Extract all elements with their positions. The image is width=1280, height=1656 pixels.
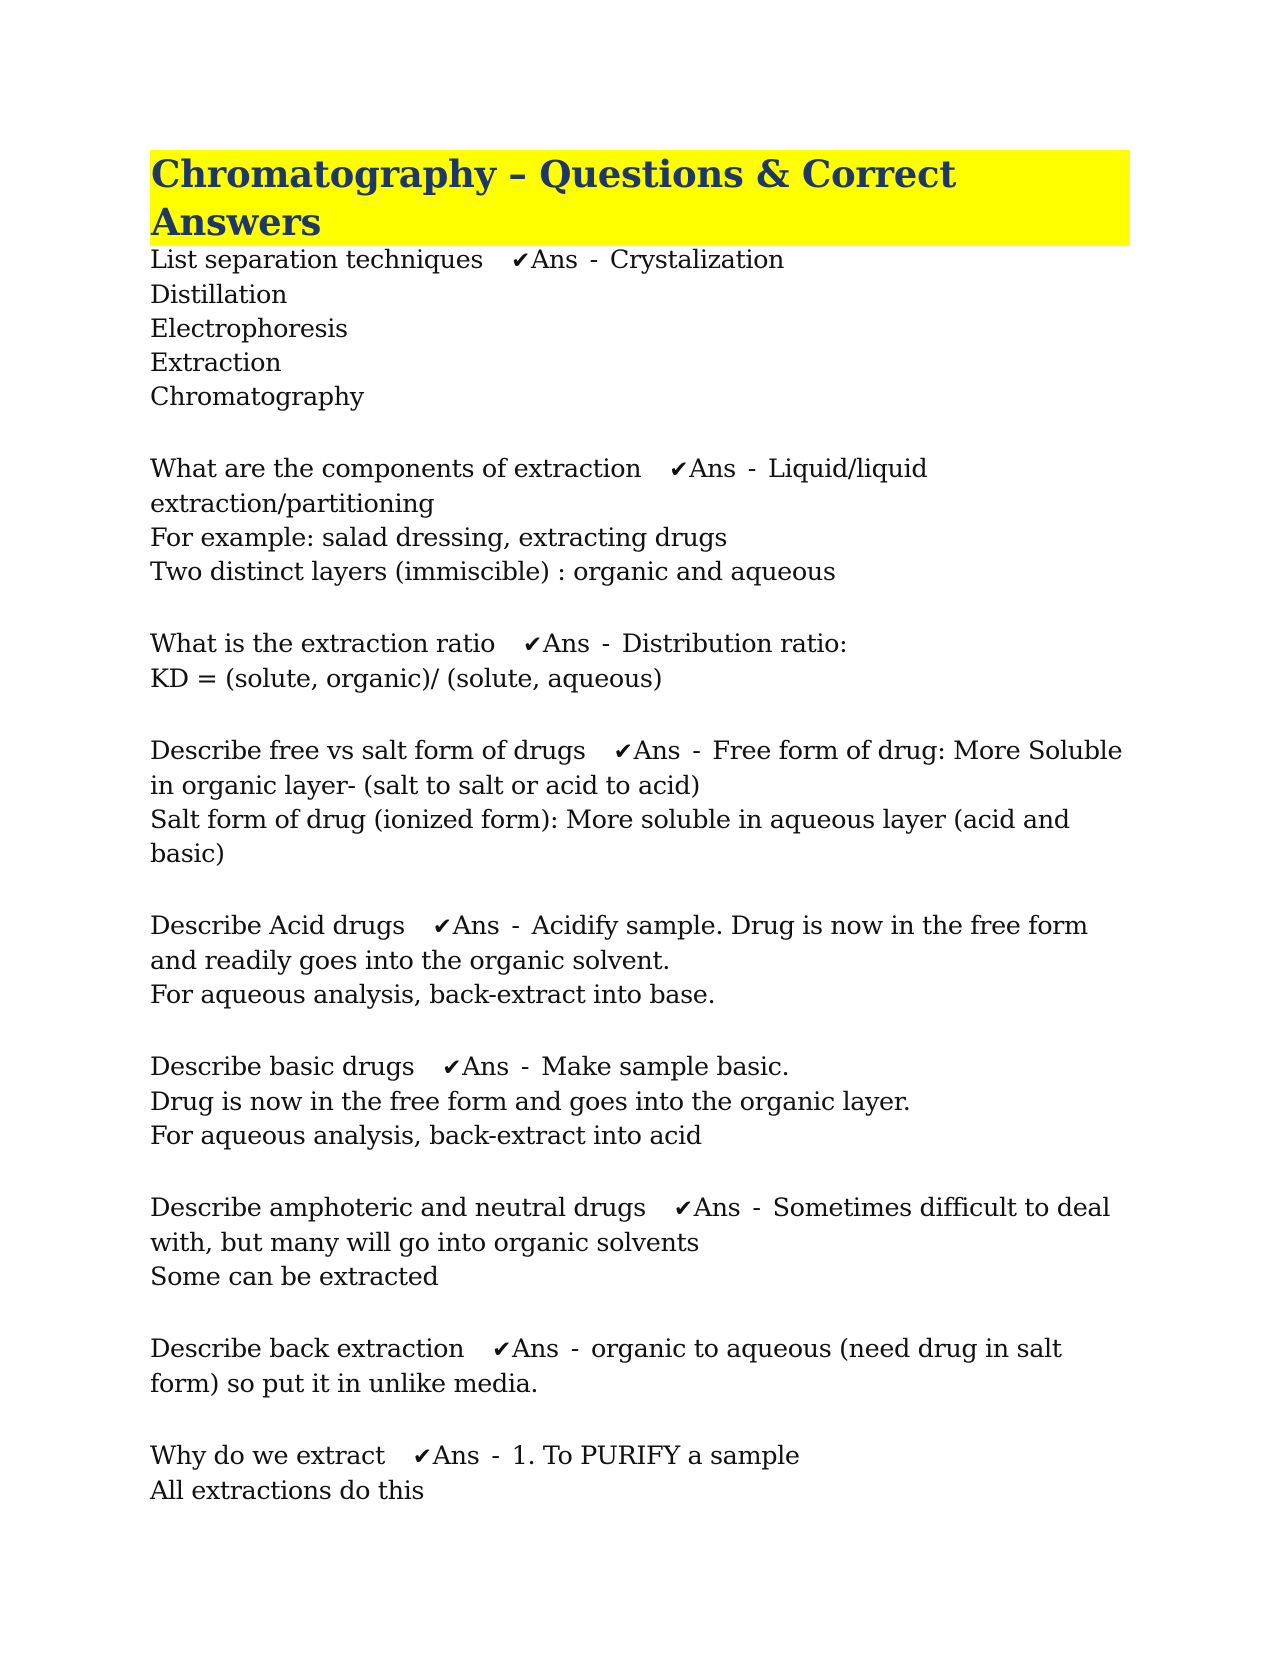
title-block	[150, 150, 1130, 244]
ans-label: Ans	[693, 1193, 741, 1223]
qa-item	[150, 1332, 1130, 1401]
ans-label: Ans	[462, 1052, 509, 1082]
answer-line: For example: salad dressing, extracting drugs	[150, 523, 728, 553]
ans-label: Ans	[452, 911, 500, 941]
answer-line: Drug is now in the free form and goes into the organic layer.	[150, 1087, 911, 1117]
answer-text: Crystalization	[609, 245, 785, 275]
ans-label: Ans	[511, 1334, 559, 1364]
qa-item	[150, 734, 1130, 871]
answer-line: Some can be extracted	[150, 1262, 439, 1292]
ans-label: Ans	[542, 629, 590, 659]
qa-item	[150, 452, 1130, 589]
qa-first-line	[150, 1332, 1130, 1401]
question-text: Describe back extraction	[150, 1334, 465, 1364]
ans-label: Ans	[530, 245, 578, 275]
qa-first-line	[150, 734, 1130, 803]
answer-text: Sometimes difficult to deal with, but many will go into organic solvents	[150, 1193, 1118, 1258]
qa-item	[150, 627, 1130, 696]
question-text: Why do we extract	[150, 1441, 385, 1471]
ans-label: Ans	[633, 736, 681, 766]
answer-line: For aqueous analysis, back-extract into base.	[150, 980, 716, 1010]
answer-line: Distillation	[150, 280, 287, 310]
qa-item	[150, 1050, 1130, 1153]
qa-first-line	[150, 909, 1130, 978]
answer-line: Salt form of drug (ionized form): More soluble in aqueous layer (acid and basic)	[150, 805, 1078, 869]
answer-line: For aqueous analysis, back-extract into acid	[150, 1121, 702, 1151]
answer-text: Make sample basic.	[541, 1052, 790, 1082]
qa-item	[150, 909, 1130, 1012]
checkmark-icon: ✔	[523, 632, 542, 658]
qa-first-line	[150, 627, 1130, 662]
answer-line: Electrophoresis	[150, 314, 348, 344]
qa-item	[150, 243, 1130, 414]
answer-text: Distribution ratio:	[621, 629, 848, 659]
answer-line: All extractions do this	[150, 1476, 425, 1506]
checkmark-icon: ✔	[442, 1055, 462, 1081]
ans-separator: -	[752, 1193, 761, 1223]
question-text: Describe Acid drugs	[150, 911, 405, 941]
ans-separator: -	[601, 629, 610, 659]
question-text: What is the extraction ratio	[150, 629, 496, 659]
ans-separator: -	[747, 454, 757, 484]
qa-item	[150, 1439, 1130, 1508]
ans-label: Ans	[432, 1441, 480, 1471]
ans-separator: -	[520, 1052, 530, 1082]
answer-text: 1. To PURIFY a sample	[511, 1441, 800, 1471]
answer-line: Two distinct layers (immiscible) : organic and aqueous	[150, 557, 836, 587]
qa-item	[150, 1191, 1130, 1294]
answer-text: Liquid/liquid extraction/partitioning	[150, 454, 935, 519]
checkmark-icon: ✔	[673, 1196, 693, 1222]
question-text: Describe amphoteric and neutral drugs	[150, 1193, 646, 1223]
answer-text: Free form of drug: More Soluble in organic layer- (salt to salt or acid to acid)	[150, 736, 1130, 801]
ans-separator: -	[491, 1441, 500, 1471]
question-text: List separation techniques	[150, 245, 484, 275]
answer-text: organic to aqueous (need drug in salt form) so put it in unlike media.	[150, 1334, 1070, 1399]
qa-first-line	[150, 1191, 1130, 1260]
answer-line: Extraction	[150, 348, 282, 378]
answer-line: Chromatography	[150, 382, 364, 412]
qa-first-line	[150, 243, 1130, 278]
qa-first-line	[150, 452, 1130, 521]
question-text: What are the components of extraction	[150, 454, 642, 484]
question-text: Describe free vs salt form of drugs	[150, 736, 586, 766]
checkmark-icon: ✔	[669, 457, 689, 483]
checkmark-icon: ✔	[432, 914, 452, 940]
answer-line: KD = (solute, organic)/ (solute, aqueous)	[150, 664, 663, 694]
answer-text: Acidify sample. Drug is now in the free form and readily goes into the organic solvent.	[150, 911, 1096, 976]
ans-label: Ans	[689, 454, 736, 484]
ans-separator: -	[589, 245, 598, 275]
qa-list	[150, 243, 1130, 1546]
qa-first-line	[150, 1439, 1130, 1474]
ans-separator: -	[692, 736, 701, 766]
ans-separator: -	[511, 911, 520, 941]
ans-separator: -	[570, 1334, 579, 1364]
checkmark-icon: ✔	[492, 1337, 511, 1363]
question-text: Describe basic drugs	[150, 1052, 415, 1082]
page-title: Chromatography – Questions & Correct Answers	[150, 150, 1130, 246]
checkmark-icon: ✔	[511, 248, 530, 274]
checkmark-icon: ✔	[412, 1444, 432, 1470]
checkmark-icon: ✔	[613, 739, 633, 765]
qa-first-line	[150, 1050, 1130, 1085]
